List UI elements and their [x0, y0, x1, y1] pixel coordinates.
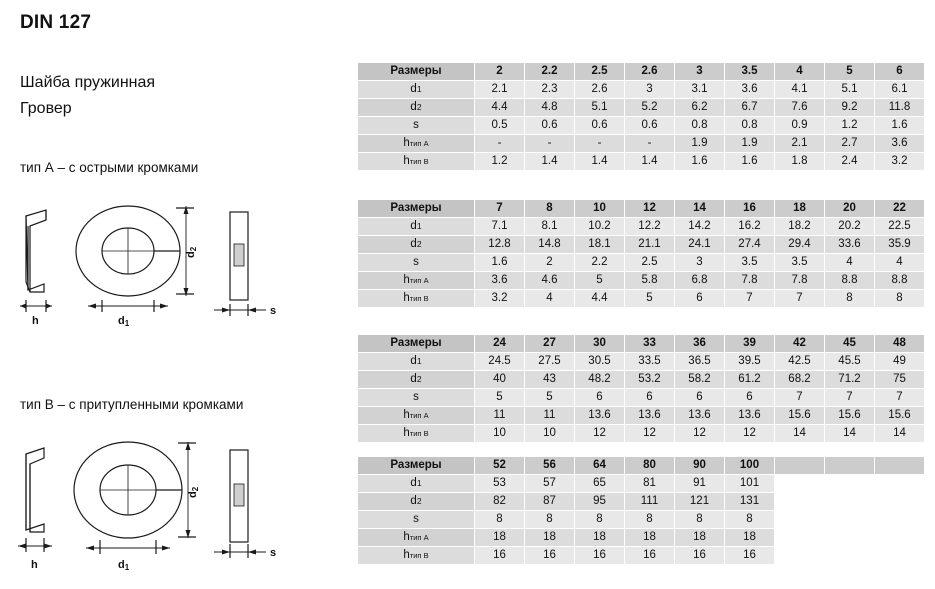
- size-cell: 7: [475, 200, 525, 218]
- value-cell: 7.6: [775, 99, 825, 117]
- value-cell: 10: [475, 425, 525, 443]
- row-label-d1: d1: [358, 218, 475, 236]
- value-cell: 14.8: [525, 236, 575, 254]
- empty-cell: [775, 547, 825, 565]
- value-cell: 11: [475, 407, 525, 425]
- row-label-size: Размеры: [358, 63, 475, 81]
- table-row: [358, 290, 925, 308]
- value-cell: 18: [475, 529, 525, 547]
- dimension-table-4: [357, 456, 925, 565]
- value-cell: 6: [575, 389, 625, 407]
- value-cell: 13.6: [675, 407, 725, 425]
- value-cell: 2.6: [575, 81, 625, 99]
- table-row: [358, 371, 925, 389]
- table-row: [358, 81, 925, 99]
- table-row: [358, 475, 925, 493]
- value-cell: 10: [525, 425, 575, 443]
- value-cell: 91: [675, 475, 725, 493]
- size-cell: 2: [475, 63, 525, 81]
- value-cell: 48.2: [575, 371, 625, 389]
- table-row: [358, 407, 925, 425]
- value-cell: 14: [875, 425, 925, 443]
- row-label-size: Размеры: [358, 200, 475, 218]
- value-cell: 12.2: [625, 218, 675, 236]
- value-cell: 71.2: [825, 371, 875, 389]
- value-cell: 75: [875, 371, 925, 389]
- value-cell: 2.3: [525, 81, 575, 99]
- value-cell: 7: [775, 389, 825, 407]
- dimension-table-2: [357, 199, 925, 308]
- value-cell: 35.9: [875, 236, 925, 254]
- value-cell: 3.1: [675, 81, 725, 99]
- size-cell: 90: [675, 457, 725, 475]
- value-cell: 111: [625, 493, 675, 511]
- size-cell: 36: [675, 335, 725, 353]
- value-cell: 10.2: [575, 218, 625, 236]
- figure-type-b: [8, 432, 338, 577]
- row-label-size: Размеры: [358, 335, 475, 353]
- value-cell: 45.5: [825, 353, 875, 371]
- value-cell: 3.2: [475, 290, 525, 308]
- value-cell: 3.6: [725, 81, 775, 99]
- row-label-d1: d1: [358, 475, 475, 493]
- value-cell: 3.6: [475, 272, 525, 290]
- value-cell: 0.5: [475, 117, 525, 135]
- value-cell: 2.5: [625, 254, 675, 272]
- size-cell: 6: [875, 63, 925, 81]
- value-cell: 4.8: [525, 99, 575, 117]
- value-cell: 8: [875, 290, 925, 308]
- value-cell: -: [625, 135, 675, 153]
- table-row: [358, 200, 925, 218]
- value-cell: 8: [475, 511, 525, 529]
- row-label-d1: d1: [358, 81, 475, 99]
- value-cell: 4.6: [525, 272, 575, 290]
- table-row: [358, 353, 925, 371]
- value-cell: 12: [625, 425, 675, 443]
- size-cell: 2.2: [525, 63, 575, 81]
- empty-cell: [825, 511, 875, 529]
- value-cell: 7: [725, 290, 775, 308]
- value-cell: 1.4: [525, 153, 575, 171]
- value-cell: 2: [525, 254, 575, 272]
- value-cell: 3.2: [875, 153, 925, 171]
- value-cell: 1.6: [475, 254, 525, 272]
- row-label-s: s: [358, 511, 475, 529]
- size-cell: 27: [525, 335, 575, 353]
- empty-cell: [825, 457, 875, 475]
- type-b-caption: тип В – с притупленными кромками: [20, 397, 244, 412]
- value-cell: 121: [675, 493, 725, 511]
- value-cell: 5: [625, 290, 675, 308]
- table-row: [358, 117, 925, 135]
- value-cell: 20.2: [825, 218, 875, 236]
- table-row: [358, 272, 925, 290]
- value-cell: 58.2: [675, 371, 725, 389]
- figure-b-dim-s: s: [270, 547, 277, 559]
- value-cell: 15.6: [825, 407, 875, 425]
- value-cell: 61.2: [725, 371, 775, 389]
- spec-table: [357, 62, 925, 171]
- value-cell: 4: [875, 254, 925, 272]
- size-cell: 3.5: [725, 63, 775, 81]
- row-label-d2: d2: [358, 99, 475, 117]
- size-cell: 2.6: [625, 63, 675, 81]
- value-cell: 7.1: [475, 218, 525, 236]
- size-cell: 45: [825, 335, 875, 353]
- empty-cell: [875, 457, 925, 475]
- size-cell: 56: [525, 457, 575, 475]
- value-cell: 15.6: [775, 407, 825, 425]
- table-row: [358, 135, 925, 153]
- value-cell: 4: [825, 254, 875, 272]
- value-cell: 13.6: [725, 407, 775, 425]
- value-cell: 1.9: [675, 135, 725, 153]
- size-cell: 5: [825, 63, 875, 81]
- size-cell: 3: [675, 63, 725, 81]
- value-cell: 87: [525, 493, 575, 511]
- value-cell: 12.8: [475, 236, 525, 254]
- value-cell: 4.4: [475, 99, 525, 117]
- size-cell: 30: [575, 335, 625, 353]
- value-cell: 1.2: [475, 153, 525, 171]
- table-row: [358, 389, 925, 407]
- value-cell: 1.4: [575, 153, 625, 171]
- value-cell: 18: [675, 529, 725, 547]
- value-cell: 29.4: [775, 236, 825, 254]
- size-cell: 48: [875, 335, 925, 353]
- value-cell: 8: [675, 511, 725, 529]
- value-cell: 0.6: [575, 117, 625, 135]
- row-label-h-type-b: hтип В: [358, 290, 475, 308]
- table-row: [358, 529, 925, 547]
- value-cell: 1.6: [875, 117, 925, 135]
- value-cell: 5.2: [625, 99, 675, 117]
- value-cell: 1.4: [625, 153, 675, 171]
- value-cell: 3.5: [775, 254, 825, 272]
- page-title: DIN 127: [20, 12, 92, 33]
- value-cell: 0.6: [625, 117, 675, 135]
- value-cell: 5.1: [575, 99, 625, 117]
- size-cell: 18: [775, 200, 825, 218]
- figure-a-dim-d1: d1: [118, 315, 130, 326]
- figure-b-dim-d2: d2: [187, 486, 200, 498]
- size-cell: 2.5: [575, 63, 625, 81]
- spec-table: [357, 334, 925, 443]
- value-cell: 16.2: [725, 218, 775, 236]
- value-cell: 8: [625, 511, 675, 529]
- empty-cell: [775, 493, 825, 511]
- row-label-d2: d2: [358, 371, 475, 389]
- value-cell: 0.8: [725, 117, 775, 135]
- row-label-h-type-a: hтип А: [358, 272, 475, 290]
- value-cell: 53.2: [625, 371, 675, 389]
- value-cell: 13.6: [575, 407, 625, 425]
- value-cell: 16: [675, 547, 725, 565]
- value-cell: 18: [725, 529, 775, 547]
- value-cell: 14: [825, 425, 875, 443]
- size-cell: 12: [625, 200, 675, 218]
- value-cell: -: [475, 135, 525, 153]
- size-cell: 52: [475, 457, 525, 475]
- value-cell: 6: [625, 389, 675, 407]
- table-row: [358, 547, 925, 565]
- value-cell: 3.6: [875, 135, 925, 153]
- empty-cell: [825, 529, 875, 547]
- size-cell: 24: [475, 335, 525, 353]
- table-row: [358, 236, 925, 254]
- empty-cell: [875, 529, 925, 547]
- value-cell: 33.5: [625, 353, 675, 371]
- value-cell: 12: [725, 425, 775, 443]
- figure-type-a: [8, 196, 338, 331]
- value-cell: 1.9: [725, 135, 775, 153]
- value-cell: 43: [525, 371, 575, 389]
- table-row: [358, 63, 925, 81]
- empty-cell: [775, 529, 825, 547]
- value-cell: 18: [525, 529, 575, 547]
- product-name: [20, 70, 155, 122]
- value-cell: 8: [825, 290, 875, 308]
- value-cell: 5: [475, 389, 525, 407]
- value-cell: 16: [725, 547, 775, 565]
- value-cell: 5.8: [625, 272, 675, 290]
- size-cell: 33: [625, 335, 675, 353]
- value-cell: 2.1: [775, 135, 825, 153]
- empty-cell: [775, 511, 825, 529]
- row-label-h-type-b: hтип В: [358, 153, 475, 171]
- value-cell: 1.6: [725, 153, 775, 171]
- row-label-d2: d2: [358, 493, 475, 511]
- spec-table: [357, 456, 925, 565]
- row-label-h-type-b: hтип В: [358, 425, 475, 443]
- value-cell: 4.4: [575, 290, 625, 308]
- value-cell: 3.5: [725, 254, 775, 272]
- value-cell: 4.1: [775, 81, 825, 99]
- value-cell: 2.2: [575, 254, 625, 272]
- value-cell: 13.6: [625, 407, 675, 425]
- empty-cell: [825, 547, 875, 565]
- figure-type-b-svg: [8, 432, 338, 572]
- table-row: [358, 218, 925, 236]
- value-cell: 12: [675, 425, 725, 443]
- figure-a-dim-h: h: [32, 315, 39, 326]
- table-row: [358, 511, 925, 529]
- row-label-s: s: [358, 254, 475, 272]
- value-cell: 3: [675, 254, 725, 272]
- value-cell: 7: [825, 389, 875, 407]
- value-cell: 2.7: [825, 135, 875, 153]
- value-cell: 7: [775, 290, 825, 308]
- row-label-d1: d1: [358, 353, 475, 371]
- value-cell: 9.2: [825, 99, 875, 117]
- value-cell: 1.2: [825, 117, 875, 135]
- value-cell: 16: [475, 547, 525, 565]
- size-cell: 8: [525, 200, 575, 218]
- size-cell: 16: [725, 200, 775, 218]
- size-cell: 20: [825, 200, 875, 218]
- value-cell: 2.1: [475, 81, 525, 99]
- value-cell: 6: [675, 290, 725, 308]
- size-cell: 42: [775, 335, 825, 353]
- figure-type-a-svg: [8, 196, 338, 326]
- row-label-d2: d2: [358, 236, 475, 254]
- size-cell: 4: [775, 63, 825, 81]
- dimension-table-1: [357, 62, 925, 171]
- empty-cell: [775, 475, 825, 493]
- size-cell: 39: [725, 335, 775, 353]
- value-cell: 6: [675, 389, 725, 407]
- value-cell: 53: [475, 475, 525, 493]
- size-cell: 10: [575, 200, 625, 218]
- value-cell: 11.8: [875, 99, 925, 117]
- size-cell: 64: [575, 457, 625, 475]
- value-cell: 8: [575, 511, 625, 529]
- value-cell: 7.8: [775, 272, 825, 290]
- empty-cell: [875, 493, 925, 511]
- value-cell: 14: [775, 425, 825, 443]
- value-cell: -: [525, 135, 575, 153]
- value-cell: 18.1: [575, 236, 625, 254]
- value-cell: 39.5: [725, 353, 775, 371]
- figure-a-dim-s: s: [270, 305, 277, 317]
- value-cell: 68.2: [775, 371, 825, 389]
- size-cell: 80: [625, 457, 675, 475]
- drawing-panel: [0, 0, 345, 589]
- value-cell: 7.8: [725, 272, 775, 290]
- value-cell: 16: [575, 547, 625, 565]
- empty-cell: [875, 475, 925, 493]
- value-cell: 6.8: [675, 272, 725, 290]
- value-cell: 4: [525, 290, 575, 308]
- value-cell: 5.1: [825, 81, 875, 99]
- value-cell: -: [575, 135, 625, 153]
- value-cell: 30.5: [575, 353, 625, 371]
- value-cell: 18.2: [775, 218, 825, 236]
- value-cell: 16: [525, 547, 575, 565]
- value-cell: 24.5: [475, 353, 525, 371]
- value-cell: 81: [625, 475, 675, 493]
- size-cell: 14: [675, 200, 725, 218]
- value-cell: 2.4: [825, 153, 875, 171]
- value-cell: 33.6: [825, 236, 875, 254]
- value-cell: 27.4: [725, 236, 775, 254]
- value-cell: 8: [525, 511, 575, 529]
- row-label-h-type-b: hтип В: [358, 547, 475, 565]
- value-cell: 18: [575, 529, 625, 547]
- value-cell: 5: [525, 389, 575, 407]
- value-cell: 49: [875, 353, 925, 371]
- figure-a-dim-d2: d2: [185, 246, 198, 258]
- value-cell: 1.6: [675, 153, 725, 171]
- value-cell: 0.6: [525, 117, 575, 135]
- value-cell: 0.9: [775, 117, 825, 135]
- value-cell: 36.5: [675, 353, 725, 371]
- value-cell: 14.2: [675, 218, 725, 236]
- value-cell: 27.5: [525, 353, 575, 371]
- value-cell: 6.7: [725, 99, 775, 117]
- table-row: [358, 99, 925, 117]
- table-row: [358, 254, 925, 272]
- row-label-size: Размеры: [358, 457, 475, 475]
- value-cell: 16: [625, 547, 675, 565]
- value-cell: 5: [575, 272, 625, 290]
- value-cell: 18: [625, 529, 675, 547]
- value-cell: 6.1: [875, 81, 925, 99]
- size-cell: 100: [725, 457, 775, 475]
- value-cell: 3: [625, 81, 675, 99]
- empty-cell: [875, 511, 925, 529]
- value-cell: 57: [525, 475, 575, 493]
- value-cell: 82: [475, 493, 525, 511]
- value-cell: 0.8: [675, 117, 725, 135]
- size-cell: 22: [875, 200, 925, 218]
- value-cell: 8.8: [825, 272, 875, 290]
- row-label-h-type-a: hтип А: [358, 135, 475, 153]
- table-row: [358, 425, 925, 443]
- value-cell: 101: [725, 475, 775, 493]
- value-cell: 6.2: [675, 99, 725, 117]
- type-a-caption: тип А – с острыми кромками: [20, 160, 199, 175]
- product-name-line1: Шайба пружинная: [20, 74, 156, 91]
- dimension-table-3: [357, 334, 925, 443]
- empty-cell: [775, 457, 825, 475]
- product-name-line2: Гровер: [20, 100, 72, 117]
- empty-cell: [825, 475, 875, 493]
- empty-cell: [875, 547, 925, 565]
- table-row: [358, 493, 925, 511]
- value-cell: 11: [525, 407, 575, 425]
- table-row: [358, 457, 925, 475]
- value-cell: 1.8: [775, 153, 825, 171]
- value-cell: 12: [575, 425, 625, 443]
- spec-table: [357, 199, 925, 308]
- value-cell: 7: [875, 389, 925, 407]
- value-cell: 22.5: [875, 218, 925, 236]
- value-cell: 65: [575, 475, 625, 493]
- row-label-h-type-a: hтип А: [358, 529, 475, 547]
- figure-b-dim-d1: d1: [118, 559, 130, 572]
- value-cell: 15.6: [875, 407, 925, 425]
- value-cell: 42.5: [775, 353, 825, 371]
- row-label-s: s: [358, 389, 475, 407]
- empty-cell: [825, 493, 875, 511]
- figure-b-dim-h: h: [31, 559, 38, 571]
- value-cell: 8.1: [525, 218, 575, 236]
- row-label-h-type-a: hтип А: [358, 407, 475, 425]
- value-cell: 24.1: [675, 236, 725, 254]
- table-row: [358, 335, 925, 353]
- value-cell: 21.1: [625, 236, 675, 254]
- value-cell: 131: [725, 493, 775, 511]
- table-row: [358, 153, 925, 171]
- row-label-s: s: [358, 117, 475, 135]
- value-cell: 6: [725, 389, 775, 407]
- value-cell: 8.8: [875, 272, 925, 290]
- value-cell: 40: [475, 371, 525, 389]
- value-cell: 95: [575, 493, 625, 511]
- value-cell: 8: [725, 511, 775, 529]
